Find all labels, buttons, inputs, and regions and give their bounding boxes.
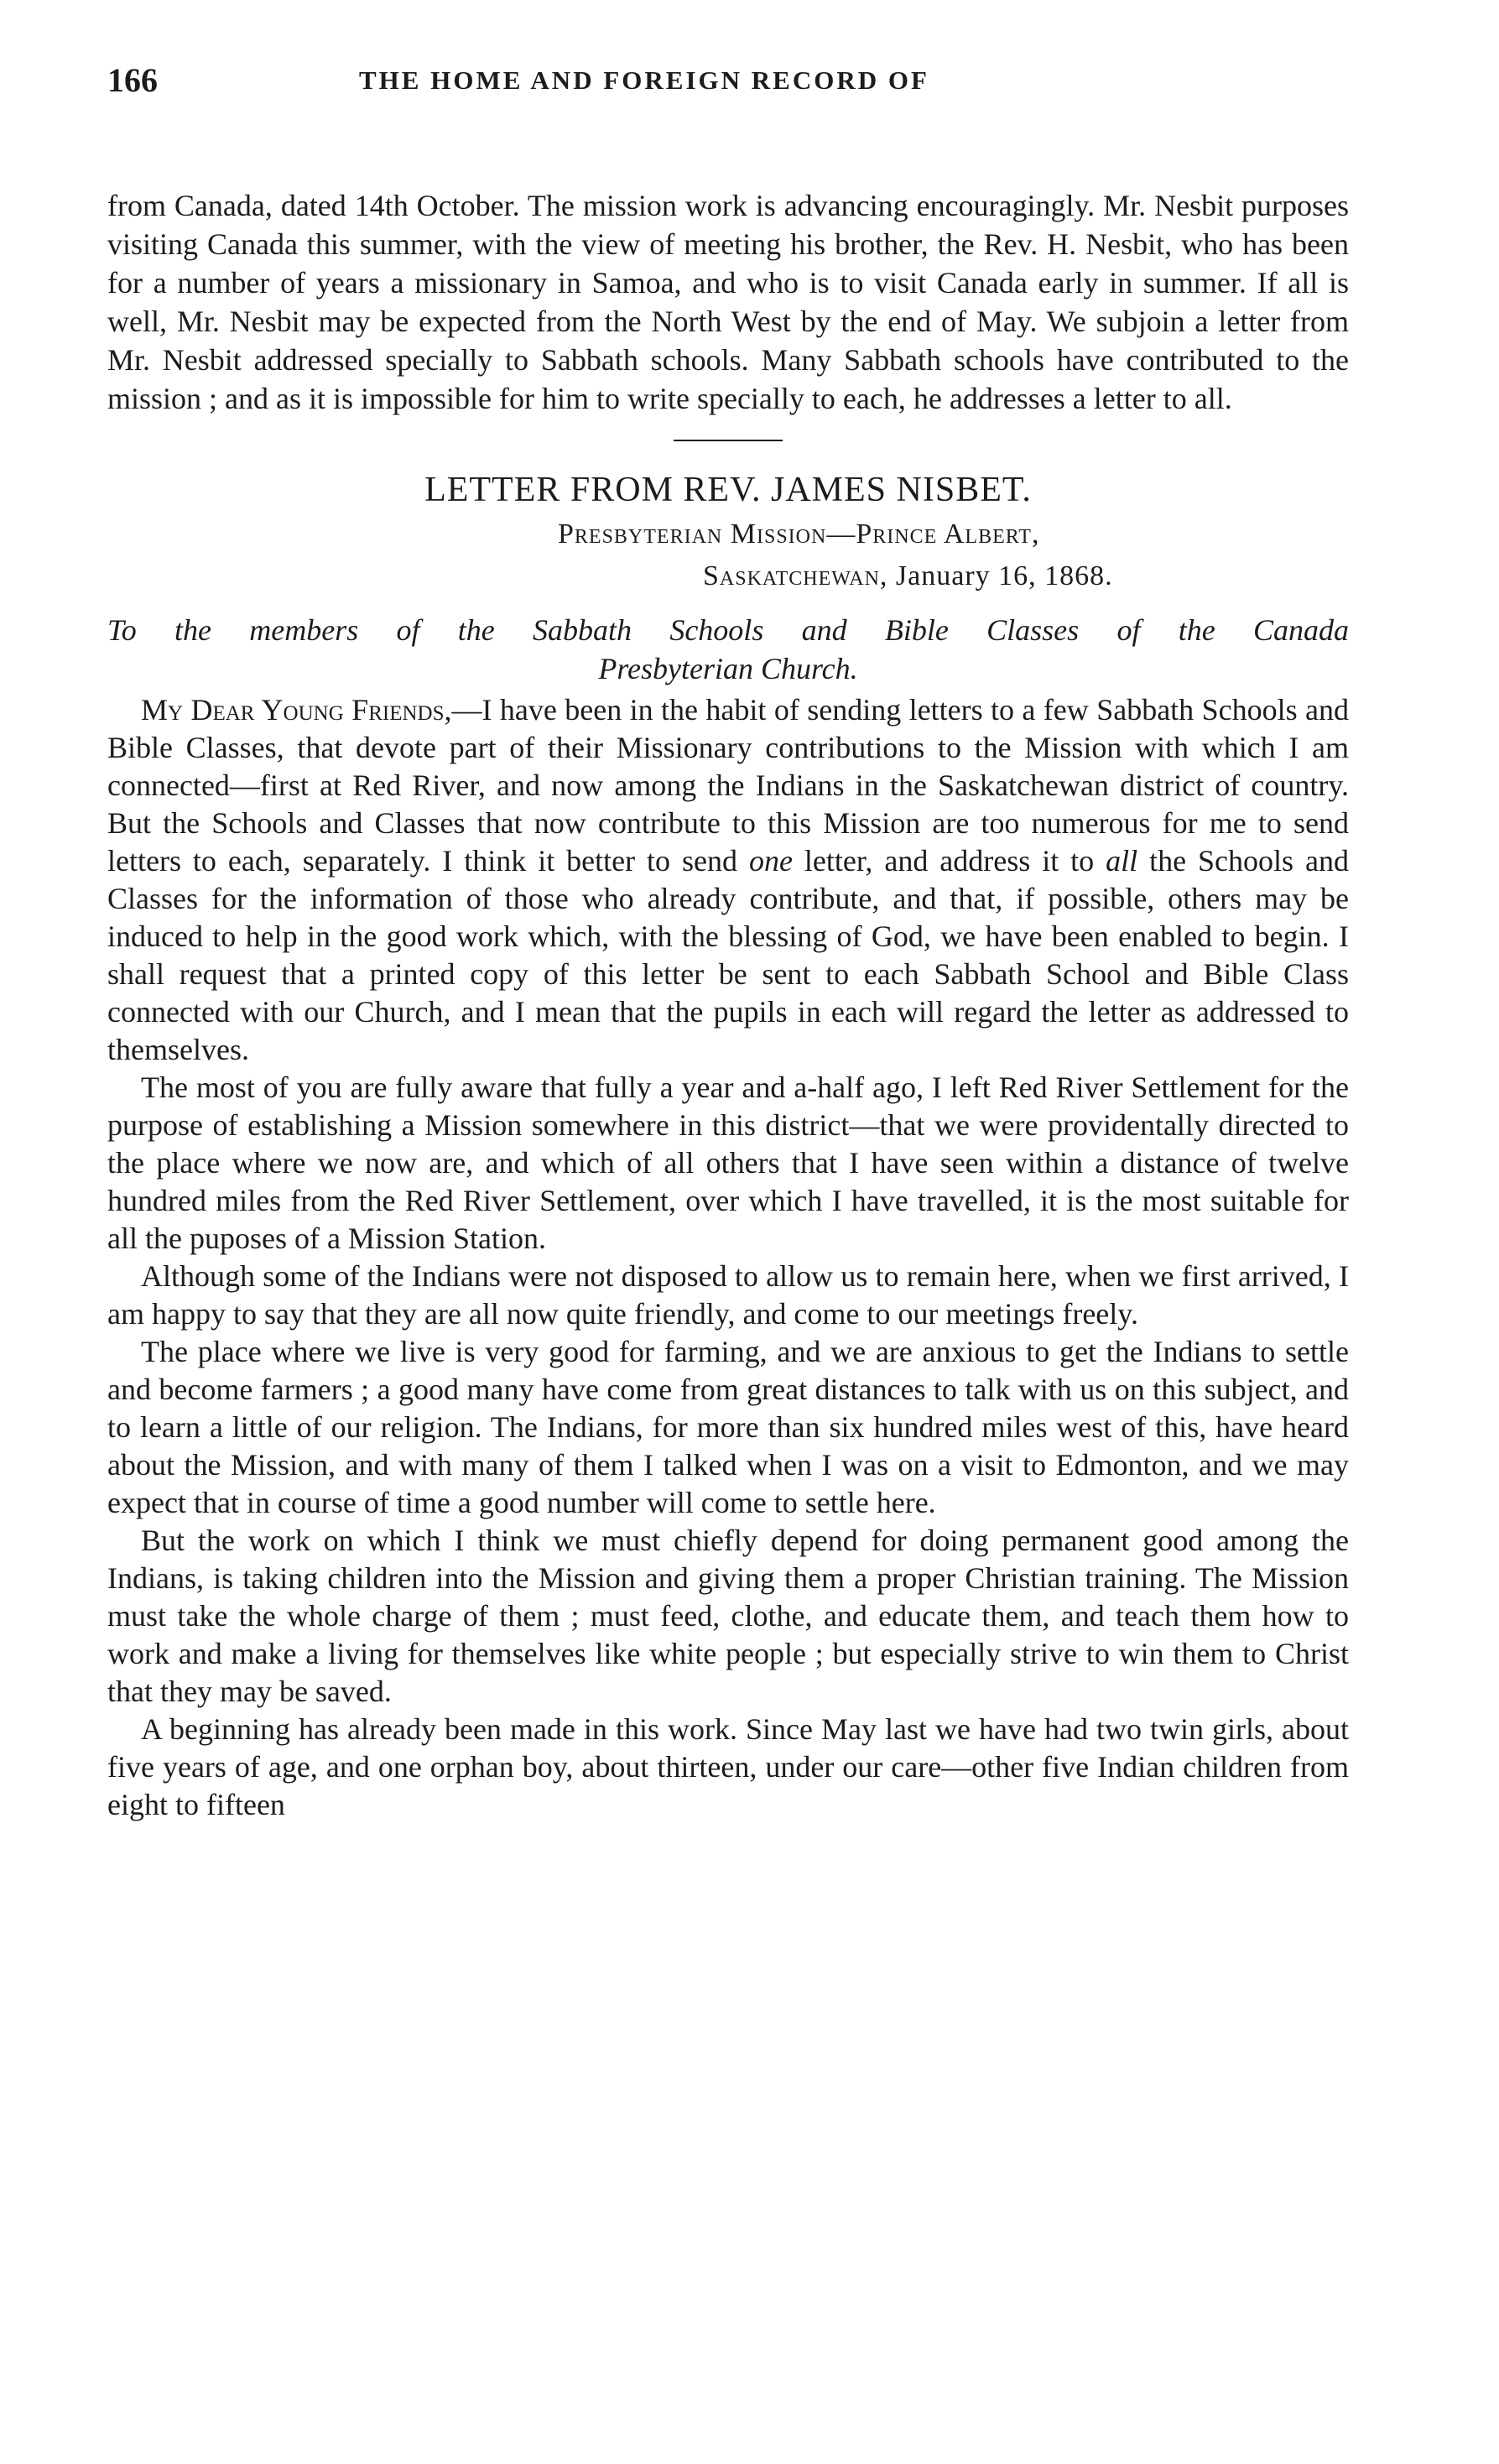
addressee [107,611,1349,688]
address-line-2 [107,555,1349,597]
running-title: THE HOME AND FOREIGN RECORD OF [359,65,929,95]
paragraph-5: But the work on which I think we must chiefly depend for doing permanent good among the Indians, is taking children into the Mission and giving them a proper Christian training. The Mission must take the whole charge of them ; must feed, clothe, and educate them, and teach them how to work and make a living for themselves like white people ; but especially strive to win them to Christ that they may be saved. [107,1524,1349,1708]
paragraph-1 [107,691,1349,1069]
salutation: My Dear Young Friends, [141,693,452,727]
paragraph-1-text-a: —I have been in the habit of sending letters to a few Sabbath Schools and Bible Classes, that devote part of their Missionary contributions to the Mission with which I am connected—first at Red River, and now among the Indians in the Saskatchewan district of country. But the Schools and Classes that now contribute to this Mission are too numerous for me to send letters to each, separately. I think it better to send [107,693,1349,878]
paragraph-1-text-b: letter, and address it to [792,844,1106,878]
section-divider [674,440,783,441]
address-place: Saskatchewan, [703,560,888,591]
letter-date: January 16, 1868. [895,560,1113,591]
emphasis-all: all [1106,844,1138,878]
letter-heading: LETTER FROM REV. JAMES NISBET. [424,471,1032,509]
paragraph-2: The most of you are fully aware that fully a year and a-half ago, I left Red River Settlement for the purpose of establishing a Mission somewhere in this district—that we were providentally directed to the place where we now are, and which of all others that I have seen within a distance of twelve hundred miles from the Red River Settlement, over which I have travelled, it is the most suitable for all the puposes of a Mission Station. [107,1071,1349,1255]
paragraph-1-text-c: the Schools and Classes for the information of those who already contribute, and that, if possible, others may be induced to help in the good work which, with the blessing of God, we have been enabled to begin. I shall request that a printed copy of this letter be sent to each Sabbath School and Bible Class connected with our Church, and I mean that the pupils in each will regard the letter as addressed to themselves. [107,844,1349,1066]
paragraph-6: A beginning has already been made in this work. Since May last we have had two twin girls, about five years of age, and one orphan boy, about thirteen, under our care—other five Indian children from eight to fifteen [107,1712,1349,1821]
letter-address [107,513,1349,597]
emphasis-one: one [748,844,793,878]
addressee-line-2: Presbyterian Church. [598,652,858,685]
page [107,50,1349,1824]
paragraph-4: The place where we live is very good for farming, and we are anxious to get the Indians to settle and become farmers ; a good many have come from great distances to talk with us on this subject, and to learn a little of our religion. The Indians, for more than six hundred miles west of this, have heard about the Mission, and with many of them I talked when I was on a visit to Edmonton, and we may expect that in course of time a good number will come to settle here. [107,1335,1349,1519]
intro-paragraph: from Canada, dated 14th October. The mission work is advancing encouragingly. Mr. Nesbit purposes visiting Canada this summer, with the view of meeting his brother, the Rev. H. Nesbit, who has been for a number of years a missionary in Samoa, and who is to visit Canada early in summer. If all is well, Mr. Nesbit may be expected from the North West by the end of May. We subjoin a letter from Mr. Nesbit addressed specially to Sabbath schools. Many Sabbath schools have contributed to the mission ; and as it is impossible for him to write specially to each, he addresses a letter to all. [107,189,1349,415]
paragraph-3: Although some of the Indians were not disposed to allow us to remain here, when we first arrived, I am happy to say that they are all now quite friendly, and come to our meetings freely. [107,1259,1349,1331]
page-number: 166 [107,61,158,99]
addressee-line-1: To the members of the Sabbath Schools and Bible Classes of the Canada [107,613,1349,647]
address-line-1: Presbyterian Mission—Prince Albert, [558,518,1040,550]
letter-body [107,691,1349,1824]
running-head [107,50,1349,109]
